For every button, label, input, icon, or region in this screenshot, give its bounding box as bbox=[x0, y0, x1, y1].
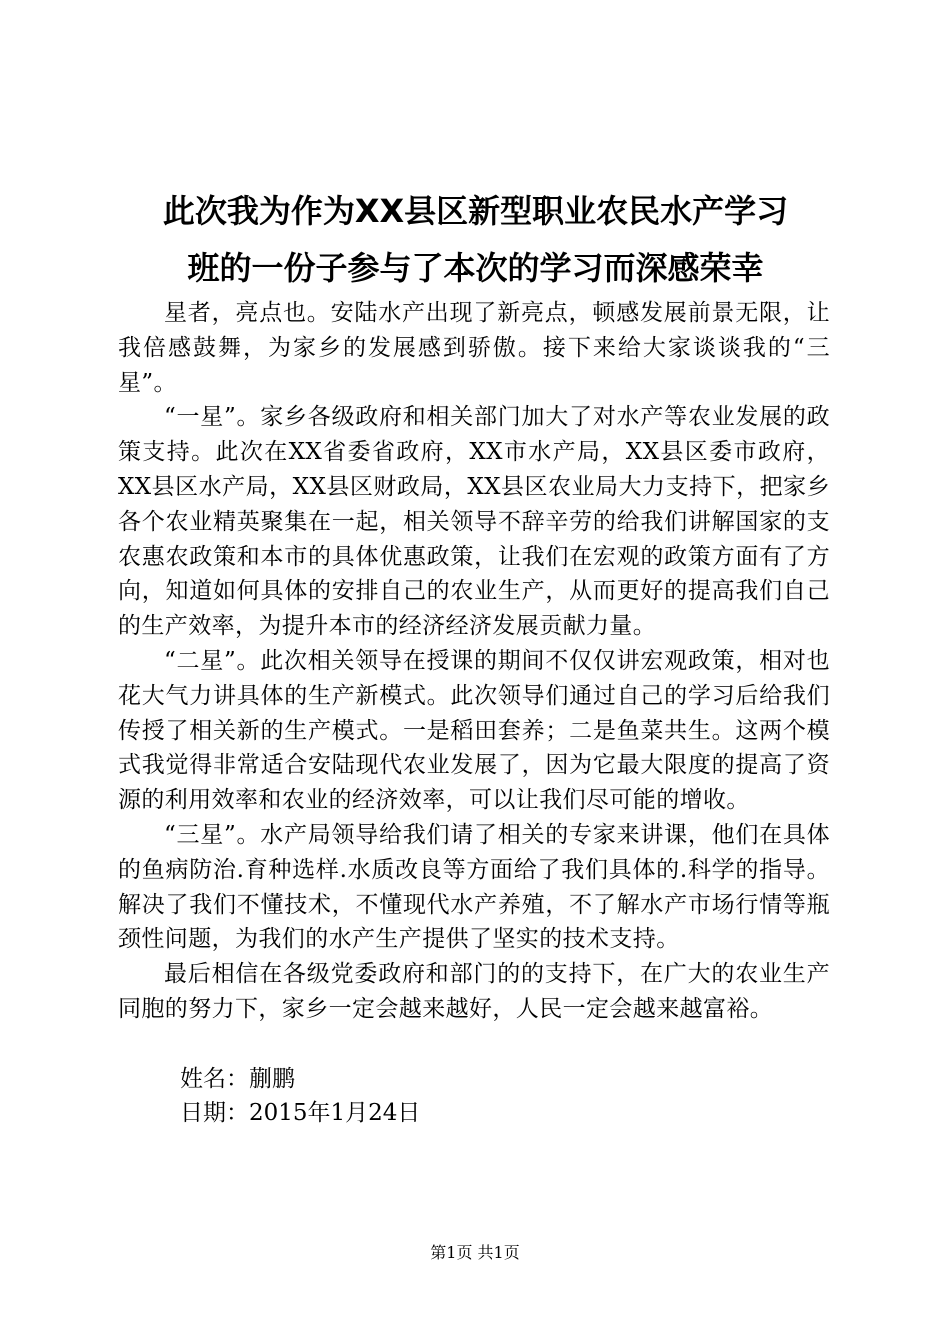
paragraph-star-one: “一星”。家乡各级政府和相关部门加大了对水产等农业发展的政策支持。此次在XX省委省政府，XX市水产局，XX县区委市政府，XX县区水产局，XX县区财政局，XX县区农业局大力支持下，把家乡各个农业精英聚集在一起，相关领导不辞辛劳的给我们讲解国家的支农惠农政策和本市的具体优惠政策，让我们在宏观的政策方面有了方向，知道如何具体的安排自己的农业生产，从而更好的提高我们自己的生产效率，为提升本市的经济经济发展贡献力量。 bbox=[118, 404, 830, 640]
title-line-2: 班的一份子参与了本次的学习而深感荣幸 bbox=[187, 249, 764, 287]
paragraph-star-two: “二星”。此次相关领导在授课的期间不仅仅讲宏观政策，相对也花大气力讲具体的生产新模式。此次领导们通过自己的学习后给我们传授了相关新的生产模式。一是稻田套养；二是鱼菜共生。这两个模式我觉得非常适合安陆现代农业发展了，因为它最大限度的提高了资源的利用效率和农业的经济效率，可以让我们尽可能的增收。 bbox=[118, 647, 830, 814]
signature-block bbox=[180, 1062, 420, 1130]
document-date: 日期：2015年1月24日 bbox=[180, 1100, 421, 1126]
title-line-1: 此次我为作为XX县区新型职业农民水产学习 bbox=[162, 192, 789, 230]
paragraph-star-three: “三星”。水产局领导给我们请了相关的专家来讲课，他们在具体的鱼病防治.育种选样.水质改良等方面给了我们具体的.科学的指导。解决了我们不懂技术，不懂现代水产养殖，不了解水产市场行情等瓶颈性问题，为我们的水产生产提供了坚实的技术支持。 bbox=[118, 821, 830, 953]
page-footer: 第1页 共1页 bbox=[430, 1243, 520, 1262]
document-body bbox=[118, 296, 830, 1027]
paragraph-intro: 星者，亮点也。安陆水产出现了新亮点，顿感发展前景无限，让我倍感鼓舞，为家乡的发展感到骄傲。接下来给大家谈谈我的“三星”。 bbox=[118, 300, 830, 396]
paragraph-closing: 最后相信在各级党委政府和部门的的支持下，在广大的农业生产同胞的努力下，家乡一定会越来越好，人民一定会越来越富裕。 bbox=[118, 961, 830, 1022]
document-title bbox=[118, 183, 833, 297]
author-name: 姓名：蒯鹏 bbox=[180, 1066, 295, 1092]
